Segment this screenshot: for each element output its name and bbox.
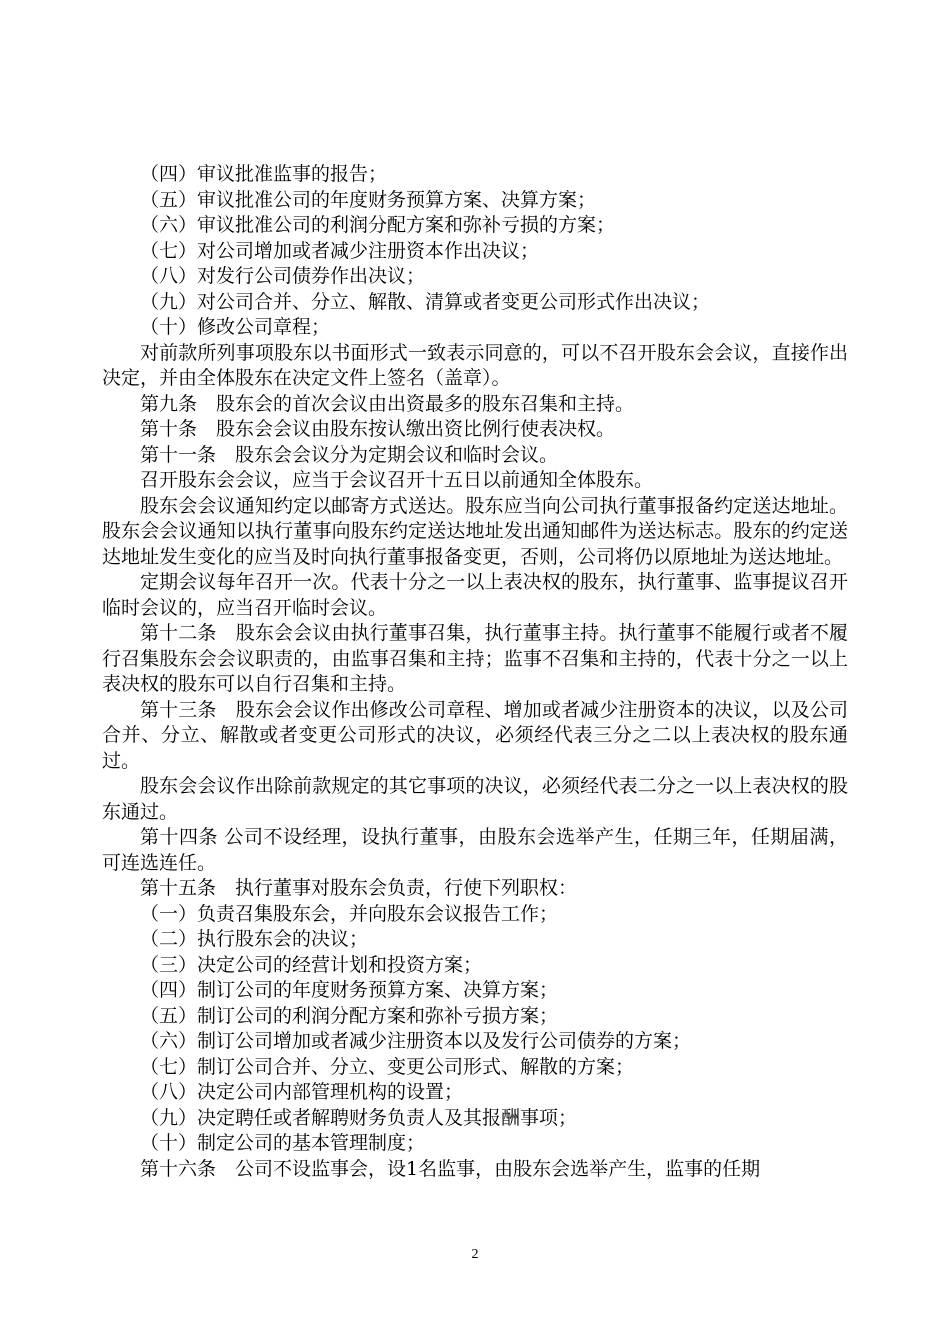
paragraph: 第十四条 公司不设经理，设执行董事，由股东会选举产生，任期三年，任期届满，可连选连任。 [102, 826, 848, 874]
paragraph: 对前款所列事项股东以书面形式一致表示同意的，可以不召开股东会会议，直接作出决定，并由全体股东在决定文件上签名（盖章）。 [102, 341, 848, 389]
paragraph: 第十一条 股东会会议分为定期会议和临时会议。 [140, 443, 559, 466]
paragraph: （五）制订公司的利润分配方案和弥补亏损方案； [140, 1004, 559, 1027]
paragraph: （三）决定公司的经营计划和投资方案； [140, 953, 483, 976]
paragraph: （八）对发行公司债券作出决议； [140, 265, 426, 287]
paragraph: （一）负责召集股东会，并向股东会议报告工作； [140, 902, 559, 925]
paragraph: 股东会会议通知约定以邮寄方式送达。股东应当向公司执行董事报备约定送达地址。股东会会议通知以执行董事向股东约定送达地址发出通知邮件为送达标志。股东的约定送达地址发生变化的应当及时向执行董事报备变更，否则，公司将仍以原地址为送达地址。 [102, 494, 848, 568]
paragraph: （八）决定公司内部管理机构的设置； [140, 1081, 464, 1103]
paragraph: 召开股东会会议，应当于会议召开十五日以前通知全体股东。 [140, 469, 654, 491]
paragraph: 第十五条 执行董事对股东会负责，行使下列职权： [140, 877, 578, 899]
paragraph: （九）决定聘任或者解聘财务负责人及其报酬事项； [140, 1106, 578, 1129]
paragraph: （九）对公司合并、分立、解散、清算或者变更公司形式作出决议； [140, 290, 711, 313]
paragraph: （六）审议批准公司的利润分配方案和弥补亏损的方案； [140, 214, 616, 236]
paragraph: （七）制订公司合并、分立、变更公司形式、解散的方案； [140, 1055, 635, 1078]
paragraph: （十）制定公司的基本管理制度； [140, 1132, 426, 1154]
paragraph: （二）执行股东会的决议； [140, 928, 369, 950]
paragraph: 定期会议每年召开一次。代表十分之一以上表决权的股东，执行董事、监事提议召开临时会议的，应当召开临时会议。 [102, 571, 848, 619]
paragraph: （四）审议批准监事的报告； [140, 163, 388, 185]
paragraph: 第十三条 股东会会议作出修改公司章程、增加或者减少注册资本的决议，以及公司合并、分立、解散或者变更公司形式的决议，必须经代表三分之二以上表决权的股东通过。 [102, 698, 848, 772]
paragraph: 第十六条 公司不设监事会，设1名监事，由股东会选举产生，监事的任期 [140, 1157, 761, 1180]
paragraph: 第十二条 股东会会议由执行董事召集，执行董事主持。执行董事不能履行或者不履行召集股东会会议职责的，由监事召集和主持；监事不召集和主持的，代表十分之一以上表决权的股东可以自行召集和主持。 [102, 622, 848, 695]
paragraph: 第十条 股东会会议由股东按认缴出资比例行使表决权。 [140, 418, 616, 440]
paragraph: （六）制订公司增加或者减少注册资本以及发行公司债券的方案； [140, 1030, 692, 1052]
paragraph: （五）审议批准公司的年度财务预算方案、决算方案； [140, 188, 597, 211]
paragraph: 第九条 股东会的首次会议由出资最多的股东召集和主持。 [140, 392, 635, 415]
paragraph: （十）修改公司章程； [140, 316, 331, 338]
page-number: 2 [471, 1247, 479, 1262]
paragraph: 股东会会议作出除前款规定的其它事项的决议，必须经代表二分之一以上表决权的股东通过。 [102, 775, 848, 823]
paragraph: （七）对公司增加或者减少注册资本作出决议； [140, 239, 540, 262]
paragraph: （四）制订公司的年度财务预算方案、决算方案； [140, 979, 559, 1001]
document-body [102, 162, 848, 1182]
